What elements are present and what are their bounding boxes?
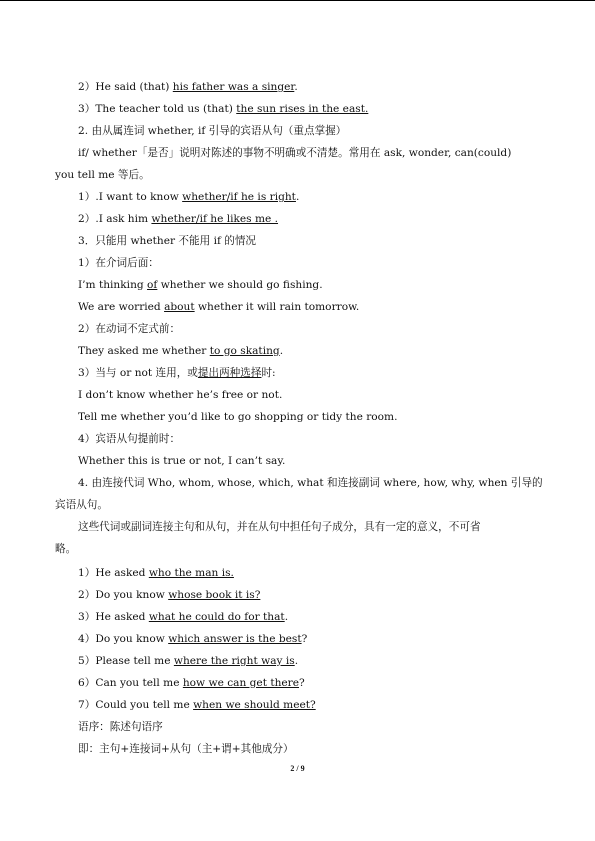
text-segment: I’m thinking bbox=[78, 279, 148, 291]
text-line bbox=[78, 322, 180, 336]
text-line bbox=[55, 542, 76, 556]
text-line bbox=[78, 146, 511, 160]
underlined-text: the sun rises in the east. bbox=[236, 103, 369, 115]
text-segment: Whether this is true or not, I can’t say. bbox=[78, 455, 286, 467]
text-line bbox=[78, 720, 163, 734]
text-line bbox=[78, 676, 305, 690]
underlined-text: when we should meet? bbox=[193, 699, 316, 711]
underlined-text: which answer is the best bbox=[168, 633, 302, 645]
text-segment: 2）He said (that) bbox=[78, 81, 173, 93]
underlined-text: his father was a singer bbox=[172, 81, 295, 93]
text-segment: 2）.I ask him bbox=[78, 213, 152, 225]
text-line bbox=[78, 410, 397, 424]
text-segment: 4）Do you know bbox=[78, 633, 169, 645]
text-line bbox=[78, 432, 180, 446]
text-segment: . bbox=[284, 611, 289, 623]
text-segment: 1）在介词后面： bbox=[78, 257, 159, 269]
text-segment: 宾语从句。 bbox=[55, 499, 108, 511]
text-segment: whether we should go fishing. bbox=[157, 279, 323, 291]
text-segment: ? bbox=[299, 677, 305, 689]
text-segment: 6）Can you tell me bbox=[78, 677, 183, 689]
underlined-text: of bbox=[147, 279, 158, 291]
text-line bbox=[78, 212, 278, 226]
text-line bbox=[78, 632, 307, 646]
text-line bbox=[78, 388, 282, 402]
text-segment: 7）Could you tell me bbox=[78, 699, 194, 711]
text-segment: 5）Please tell me bbox=[78, 655, 174, 667]
text-segment: We are worried bbox=[78, 301, 165, 313]
text-line bbox=[78, 520, 481, 534]
page-number: 2 / 9 bbox=[290, 764, 305, 773]
text-line bbox=[78, 654, 298, 668]
text-line bbox=[78, 278, 323, 292]
text-segment: 2）在动词不定式前： bbox=[78, 323, 181, 335]
underlined-text: whether/if he likes me . bbox=[151, 213, 279, 225]
text-segment: 1）.I want to know bbox=[78, 191, 183, 203]
text-segment: 时: bbox=[261, 367, 276, 379]
text-segment: 即：主句+连接词+从句（主+谓+其他成分） bbox=[78, 743, 294, 755]
underlined-text: how we can get there bbox=[182, 677, 299, 689]
text-segment: . bbox=[294, 81, 298, 93]
underlined-text: to go skating bbox=[209, 345, 280, 357]
text-line bbox=[78, 234, 256, 248]
text-line bbox=[78, 366, 276, 380]
text-segment: 3．只能用 whether 不能用 if 的情况 bbox=[78, 235, 257, 247]
underlined-text: whose book it is? bbox=[168, 589, 261, 601]
text-line bbox=[78, 80, 298, 94]
text-segment: 1）He asked bbox=[78, 567, 149, 579]
underlined-text: about bbox=[164, 301, 195, 313]
underlined-text: who the man is. bbox=[148, 567, 234, 579]
text-segment: . bbox=[279, 345, 284, 357]
text-segment: 3）The teacher told us (that) bbox=[78, 103, 237, 115]
text-segment: ? bbox=[301, 633, 308, 645]
text-line bbox=[55, 168, 150, 182]
text-segment: 2）Do you know bbox=[78, 589, 169, 601]
text-line bbox=[78, 566, 234, 580]
text-line bbox=[78, 190, 299, 204]
text-line bbox=[78, 344, 283, 358]
underlined-text: where the right way is bbox=[173, 655, 295, 667]
text-segment: 4）宾语从句提前时： bbox=[78, 433, 181, 445]
text-line bbox=[78, 102, 368, 116]
text-segment: I don’t know whether he’s free or not. bbox=[78, 389, 283, 401]
text-line bbox=[78, 124, 346, 138]
text-segment: 语序：陈述句语序 bbox=[78, 721, 163, 733]
text-line bbox=[78, 698, 316, 712]
text-segment: 2. 由从属连词 whether, if 引导的宾语从句（重点掌握） bbox=[78, 125, 347, 137]
text-segment: . bbox=[295, 191, 300, 203]
underlined-text: 提出两种选择 bbox=[197, 367, 262, 379]
text-segment: 3）He asked bbox=[78, 611, 149, 623]
text-line bbox=[78, 610, 288, 624]
text-segment: Tell me whether you’d like to go shopping or tidy the room. bbox=[78, 411, 398, 423]
text-segment: whether it will rain tomorrow. bbox=[194, 301, 360, 313]
text-segment: if/ whether「是否」说明对陈述的事物不明确或不清楚。常用在 ask, wonder, can(could) bbox=[78, 147, 512, 159]
text-segment: 这些代词或副词连接主句和从句，并在从句中担任句子成分，具有一定的意义，不可省 bbox=[78, 521, 481, 533]
text-line bbox=[78, 476, 543, 490]
text-line bbox=[78, 256, 159, 270]
text-segment: you tell me 等后。 bbox=[55, 169, 150, 181]
text-line bbox=[78, 588, 260, 602]
text-line bbox=[55, 498, 108, 512]
text-segment: They asked me whether bbox=[78, 345, 210, 357]
text-segment: . bbox=[294, 655, 299, 667]
text-segment: 4. 由连接代词 Who, whom, whose, which, what 和连接副词 where, how, why, when 引导的 bbox=[78, 477, 543, 489]
underlined-text: what he could do for that bbox=[148, 611, 285, 623]
text-line bbox=[78, 742, 294, 756]
text-line bbox=[78, 300, 359, 314]
underlined-text: whether/if he is right bbox=[182, 191, 296, 203]
text-line bbox=[78, 454, 285, 468]
text-segment: 略。 bbox=[55, 543, 77, 555]
text-segment: 3）当与 or not 连用，或 bbox=[78, 367, 198, 379]
